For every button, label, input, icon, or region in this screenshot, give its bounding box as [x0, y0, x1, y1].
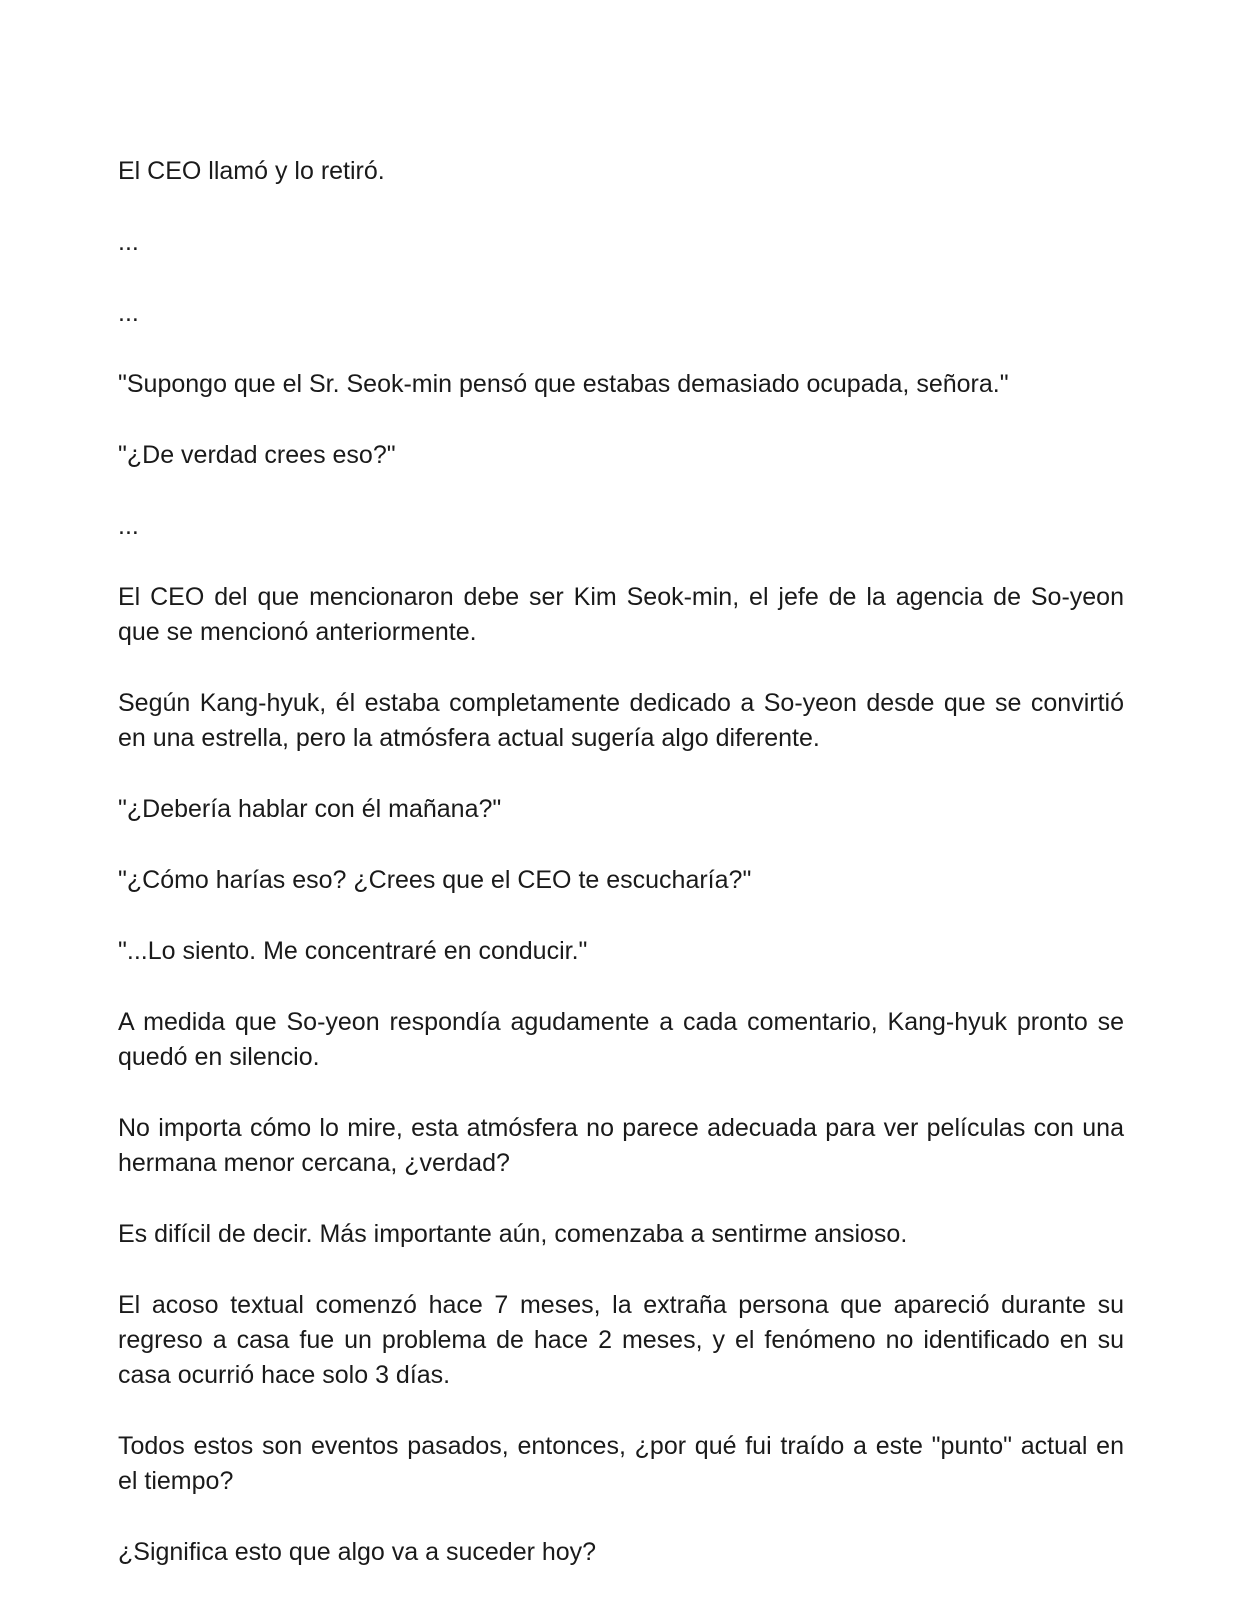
dialogue-paragraph: "¿Debería hablar con él mañana?"	[118, 795, 502, 823]
document-body	[118, 154, 1124, 1606]
paragraph: Según Kang-hyuk, él estaba completamente dedicado a So-yeon desde que se convirtió en una estrella, pero la atmósfera actual sugería algo diferente.	[118, 689, 1124, 752]
ellipsis-paragraph: ...	[118, 299, 139, 327]
paragraph: El CEO del que mencionaron debe ser Kim Seok-min, el jefe de la agencia de So-yeon que se mencionó anteriormente.	[118, 583, 1124, 646]
dialogue-paragraph: "¿De verdad crees eso?"	[118, 441, 396, 469]
paragraph: ¿Significa esto que algo va a suceder hoy?	[118, 1538, 597, 1566]
paragraph: Todos estos son eventos pasados, entonces, ¿por qué fui traído a este "punto" actual en el tiempo?	[118, 1432, 1124, 1495]
paragraph: El CEO llamó y lo retiró.	[118, 157, 385, 185]
paragraph: No importa cómo lo mire, esta atmósfera no parece adecuada para ver películas con una hermana menor cercana, ¿verdad?	[118, 1114, 1124, 1177]
paragraph: Es difícil de decir. Más importante aún, comenzaba a sentirme ansioso.	[118, 1220, 908, 1248]
dialogue-paragraph: "¿Cómo harías eso? ¿Crees que el CEO te escucharía?"	[118, 866, 752, 894]
dialogue-paragraph: "Supongo que el Sr. Seok-min pensó que estabas demasiado ocupada, señora."	[118, 370, 1009, 398]
paragraph: El acoso textual comenzó hace 7 meses, la extraña persona que apareció durante su regreso a casa fue un problema de hace 2 meses, y el fenómeno no identificado en su casa ocurrió hace solo 3 días.	[118, 1291, 1124, 1389]
paragraph: A medida que So-yeon respondía agudamente a cada comentario, Kang-hyuk pronto se quedó en silencio.	[118, 1008, 1124, 1071]
dialogue-paragraph: "...Lo siento. Me concentraré en conducir."	[118, 937, 588, 965]
ellipsis-paragraph: ...	[118, 228, 139, 256]
ellipsis-paragraph: ...	[118, 512, 139, 540]
